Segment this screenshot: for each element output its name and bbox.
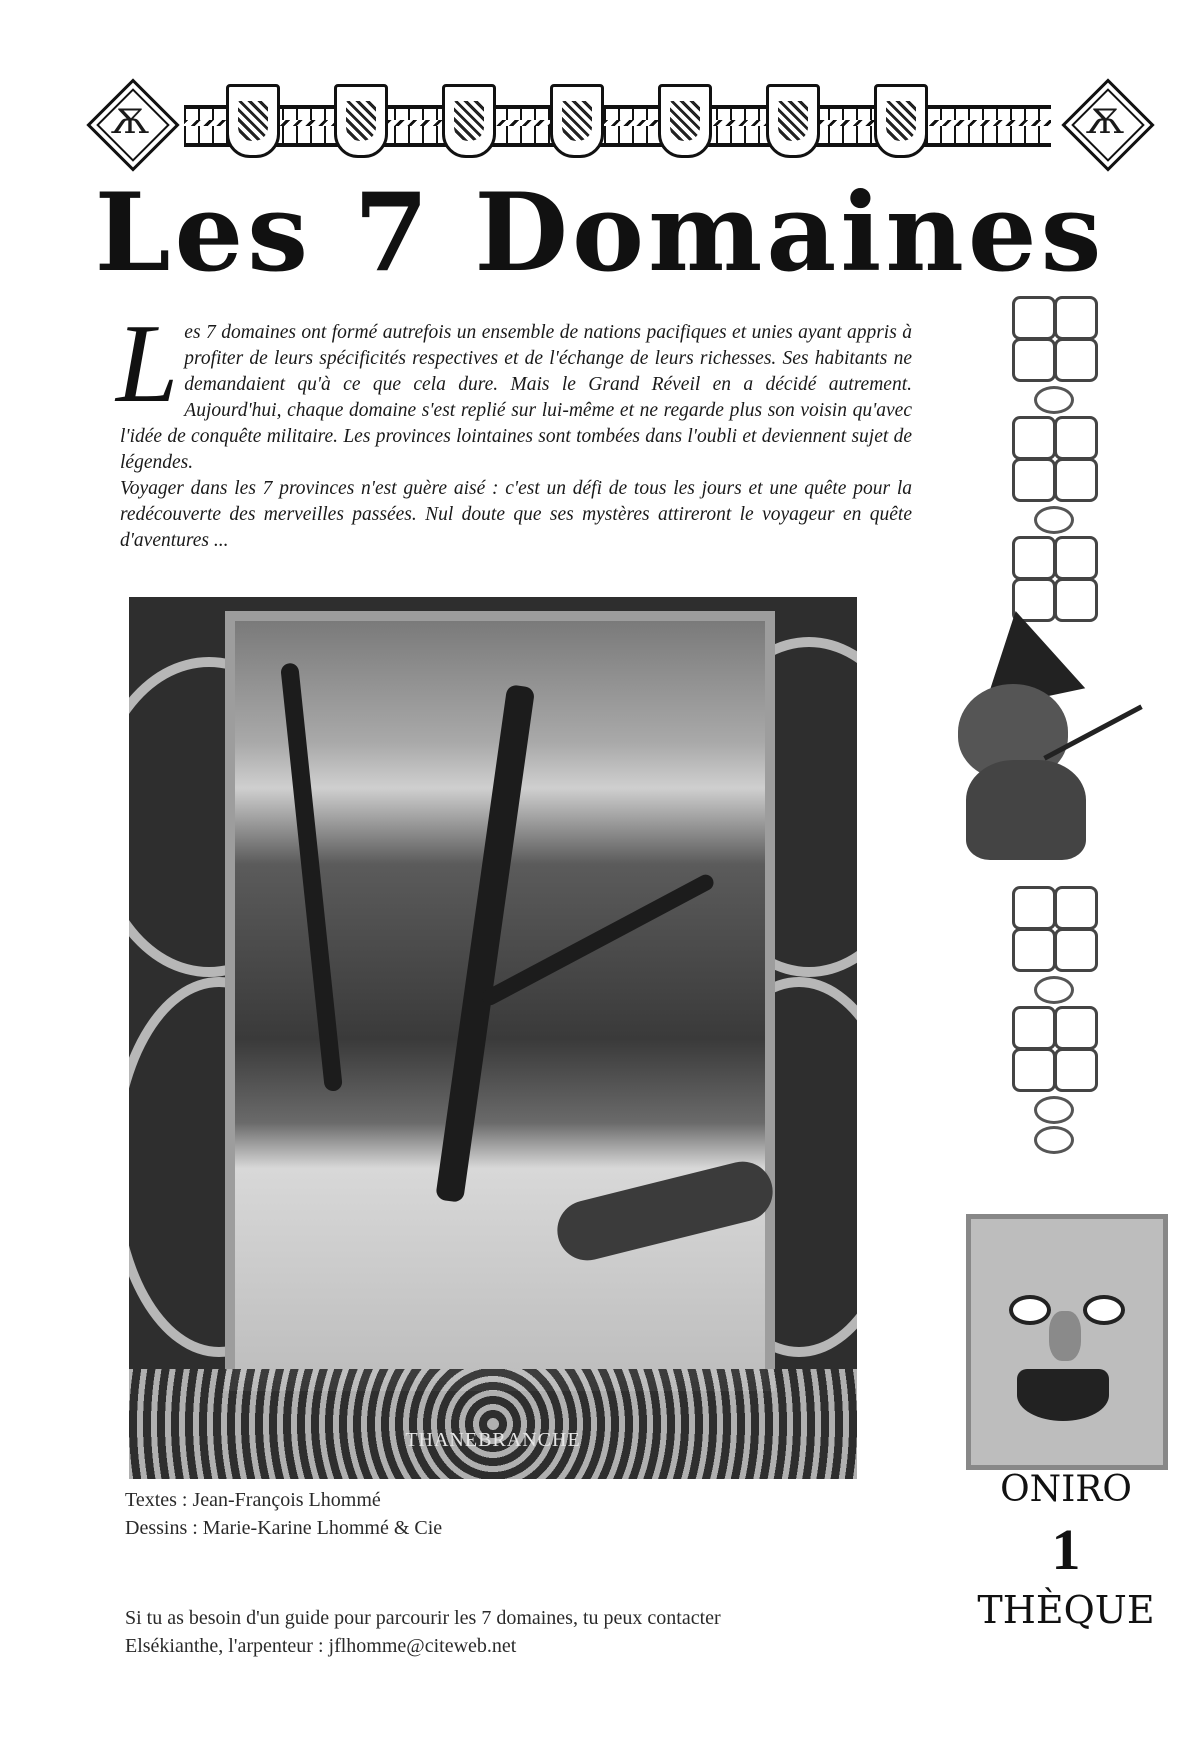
guide-line-1: Si tu as besoin d'un guide pour parcourir les 7 domaines, tu peux contacter [125, 1607, 721, 1629]
drop-cap: L [116, 302, 179, 426]
logo-issue-number: 1 [1051, 1517, 1081, 1582]
heraldic-shields [206, 72, 1029, 172]
shield-icon [766, 84, 820, 158]
fallen-figure [551, 1155, 779, 1266]
intro-paragraph-2: Voyager dans les 7 provinces n'est guère aisé : c'est un défi de tous les jours et une quête pour la redécouverte des merveilles passées. Nul doute que ses mystères attireront le voyageur en quête d'aventures ... [120, 478, 912, 551]
shield-icon [226, 84, 280, 158]
shield-icon [658, 84, 712, 158]
goblin-drawing [918, 610, 1148, 880]
logo-theque: THÈQUE [977, 1588, 1155, 1632]
page-title: Les 7 Domaines [94, 170, 1106, 296]
left-emblem-icon: Ѫ [86, 78, 174, 166]
right-emblem-icon: Ѫ [1061, 78, 1149, 166]
thanebranche-illustration [129, 597, 857, 1479]
credit-drawings: Dessins : Marie-Karine Lhommé & Cie [125, 1517, 443, 1539]
gargoyle-face-icon [966, 1214, 1168, 1470]
shield-icon [334, 84, 388, 158]
guide-line-2: Elsékianthe, l'arpenteur : jflhomme@citeweb.net [125, 1635, 517, 1657]
guide-contact [125, 1604, 721, 1660]
intro-paragraph-1: es 7 domaines ont formé autrefois un ensemble de nations pacifiques et unies ayant appris à profiter de leurs spécificités respectives et de l'échange de leurs richesses. Ses habitants ne demandaient qu'à ce que cela dure. Mais le Grand Réveil en a décidé autrement. Aujourd'hui, chaque domaine s'est replié sur lui-même et ne regarde plus son voisin qu'avec l'idée de conquête militaire. Les provinces lointaines sont tombées dans l'oubli et deviennent sujet de légendes. [120, 322, 912, 473]
shield-icon [442, 84, 496, 158]
illustration-caption: THANEBRANCHE [405, 1429, 581, 1451]
illustration-scene [225, 611, 775, 1391]
credits [125, 1486, 442, 1542]
logo-oniro: ONIRO [1000, 1469, 1132, 1510]
header-ornament-band [86, 72, 1149, 172]
shield-icon [874, 84, 928, 158]
intro-text [116, 302, 912, 554]
shield-icon [550, 84, 604, 158]
celtic-knot-border [129, 1369, 857, 1479]
credit-texts: Textes : Jean-François Lhommé [125, 1489, 381, 1511]
